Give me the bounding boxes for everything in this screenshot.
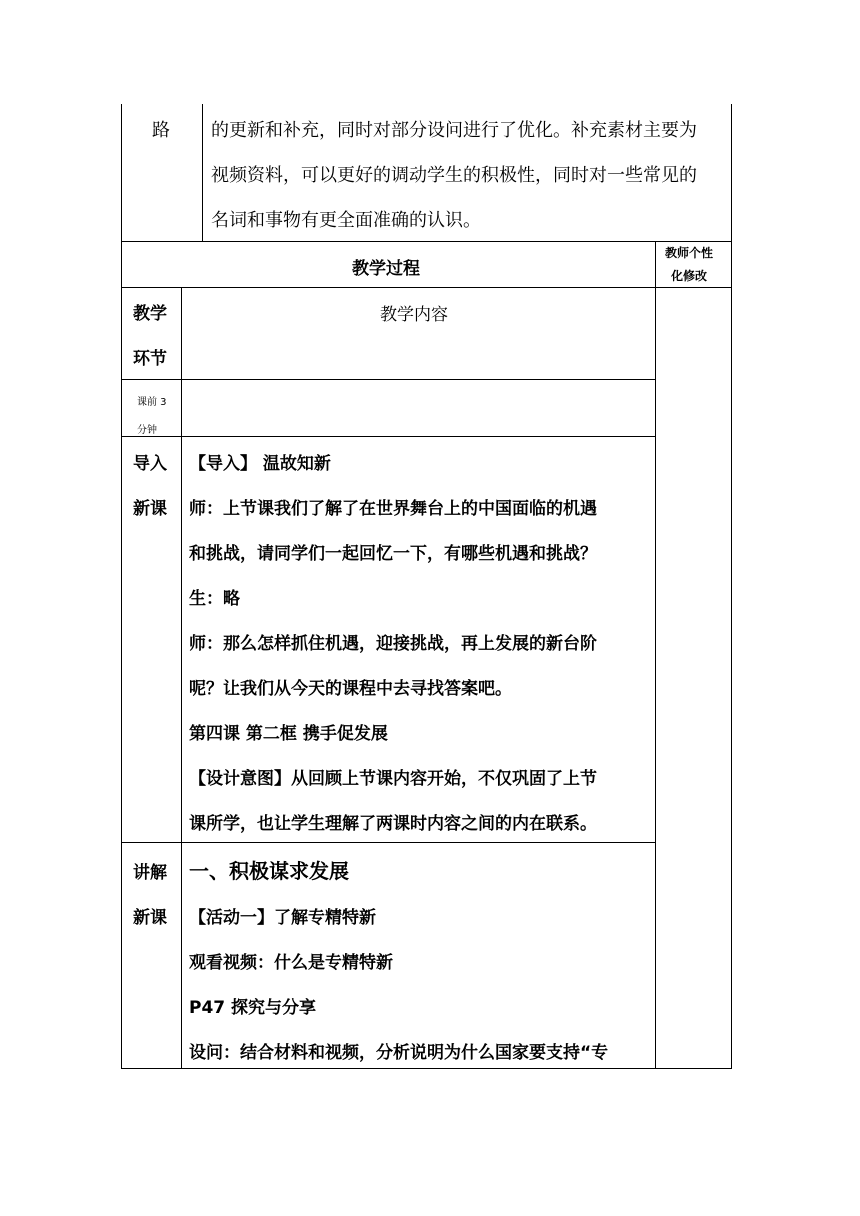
row-line-process-top — [121, 241, 732, 242]
content-header: 教学内容 — [380, 305, 448, 325]
intro-stage-line-1: 导入 — [133, 454, 167, 474]
table-bottom-border — [121, 1068, 732, 1069]
teacher-col-title-line-1: 教师个性 — [665, 246, 714, 260]
top-row-text-line-3: 名词和事物有更全面准确的认识。 — [211, 210, 481, 231]
process-title: 教学过程 — [352, 259, 420, 279]
preclass-stage-line-2: 分钟 — [137, 425, 157, 436]
row-line-preclass-top — [121, 379, 656, 380]
intro-line-9: 课所学，也让学生理解了两课时内容之间的内在联系。 — [189, 814, 597, 834]
intro-line-4: 生：略 — [189, 589, 240, 609]
lecture-line-1: 【活动一】了解专精特新 — [189, 908, 376, 928]
top-row-text-line-1: 的更新和补充，同时对部分设问进行了优化。补充素材主要为 — [211, 120, 697, 141]
intro-line-3: 和挑战，请同学们一起回忆一下，有哪些机遇和挑战？ — [189, 544, 597, 564]
row-line-header-top — [121, 287, 732, 288]
top-row-label: 路 — [152, 120, 170, 141]
intro-line-7: 第四课 第二框 携手促发展 — [189, 724, 388, 744]
top-left-border — [121, 104, 122, 241]
stage-header-line-2: 环节 — [133, 349, 167, 369]
stage-col-border — [181, 287, 182, 1069]
lecture-stage-line-2: 新课 — [133, 908, 167, 928]
intro-line-6: 呢？让我们从今天的课程中去寻找答案吧。 — [189, 679, 512, 699]
intro-stage-line-2: 新课 — [133, 499, 167, 519]
top-right-border — [731, 104, 732, 241]
intro-line-2: 师：上节课我们了解了在世界舞台上的中国面临的机遇 — [189, 499, 597, 519]
preclass-stage-line-1: 课前 3 — [137, 397, 167, 408]
outer-right-border — [731, 241, 732, 1069]
top-divider — [202, 104, 203, 241]
row-line-lecture-top — [121, 842, 656, 843]
intro-line-1: 【导入】 温故知新 — [189, 454, 331, 474]
lecture-line-3: P47 探究与分享 — [189, 998, 317, 1018]
outer-left-border — [121, 241, 122, 1069]
teacher-col-title-line-2: 化修改 — [671, 269, 708, 283]
teacher-col-border — [655, 241, 656, 1069]
stage-header-line-1: 教学 — [133, 304, 167, 324]
row-line-intro-top — [121, 436, 656, 437]
lecture-heading: 一、积极谋求发展 — [189, 859, 349, 883]
top-row-text-line-2: 视频资料，可以更好的调动学生的积极性，同时对一些常见的 — [211, 165, 697, 186]
lecture-stage-line-1: 讲解 — [133, 863, 167, 883]
lecture-line-2: 观看视频：什么是专精特新 — [189, 953, 393, 973]
intro-line-5: 师：那么怎样抓住机遇，迎接挑战，再上发展的新台阶 — [189, 634, 597, 654]
lecture-line-4: 设问：结合材料和视频，分析说明为什么国家要支持“专 — [189, 1043, 609, 1063]
intro-line-8: 【设计意图】从回顾上节课内容开始，不仅巩固了上节 — [189, 769, 597, 789]
